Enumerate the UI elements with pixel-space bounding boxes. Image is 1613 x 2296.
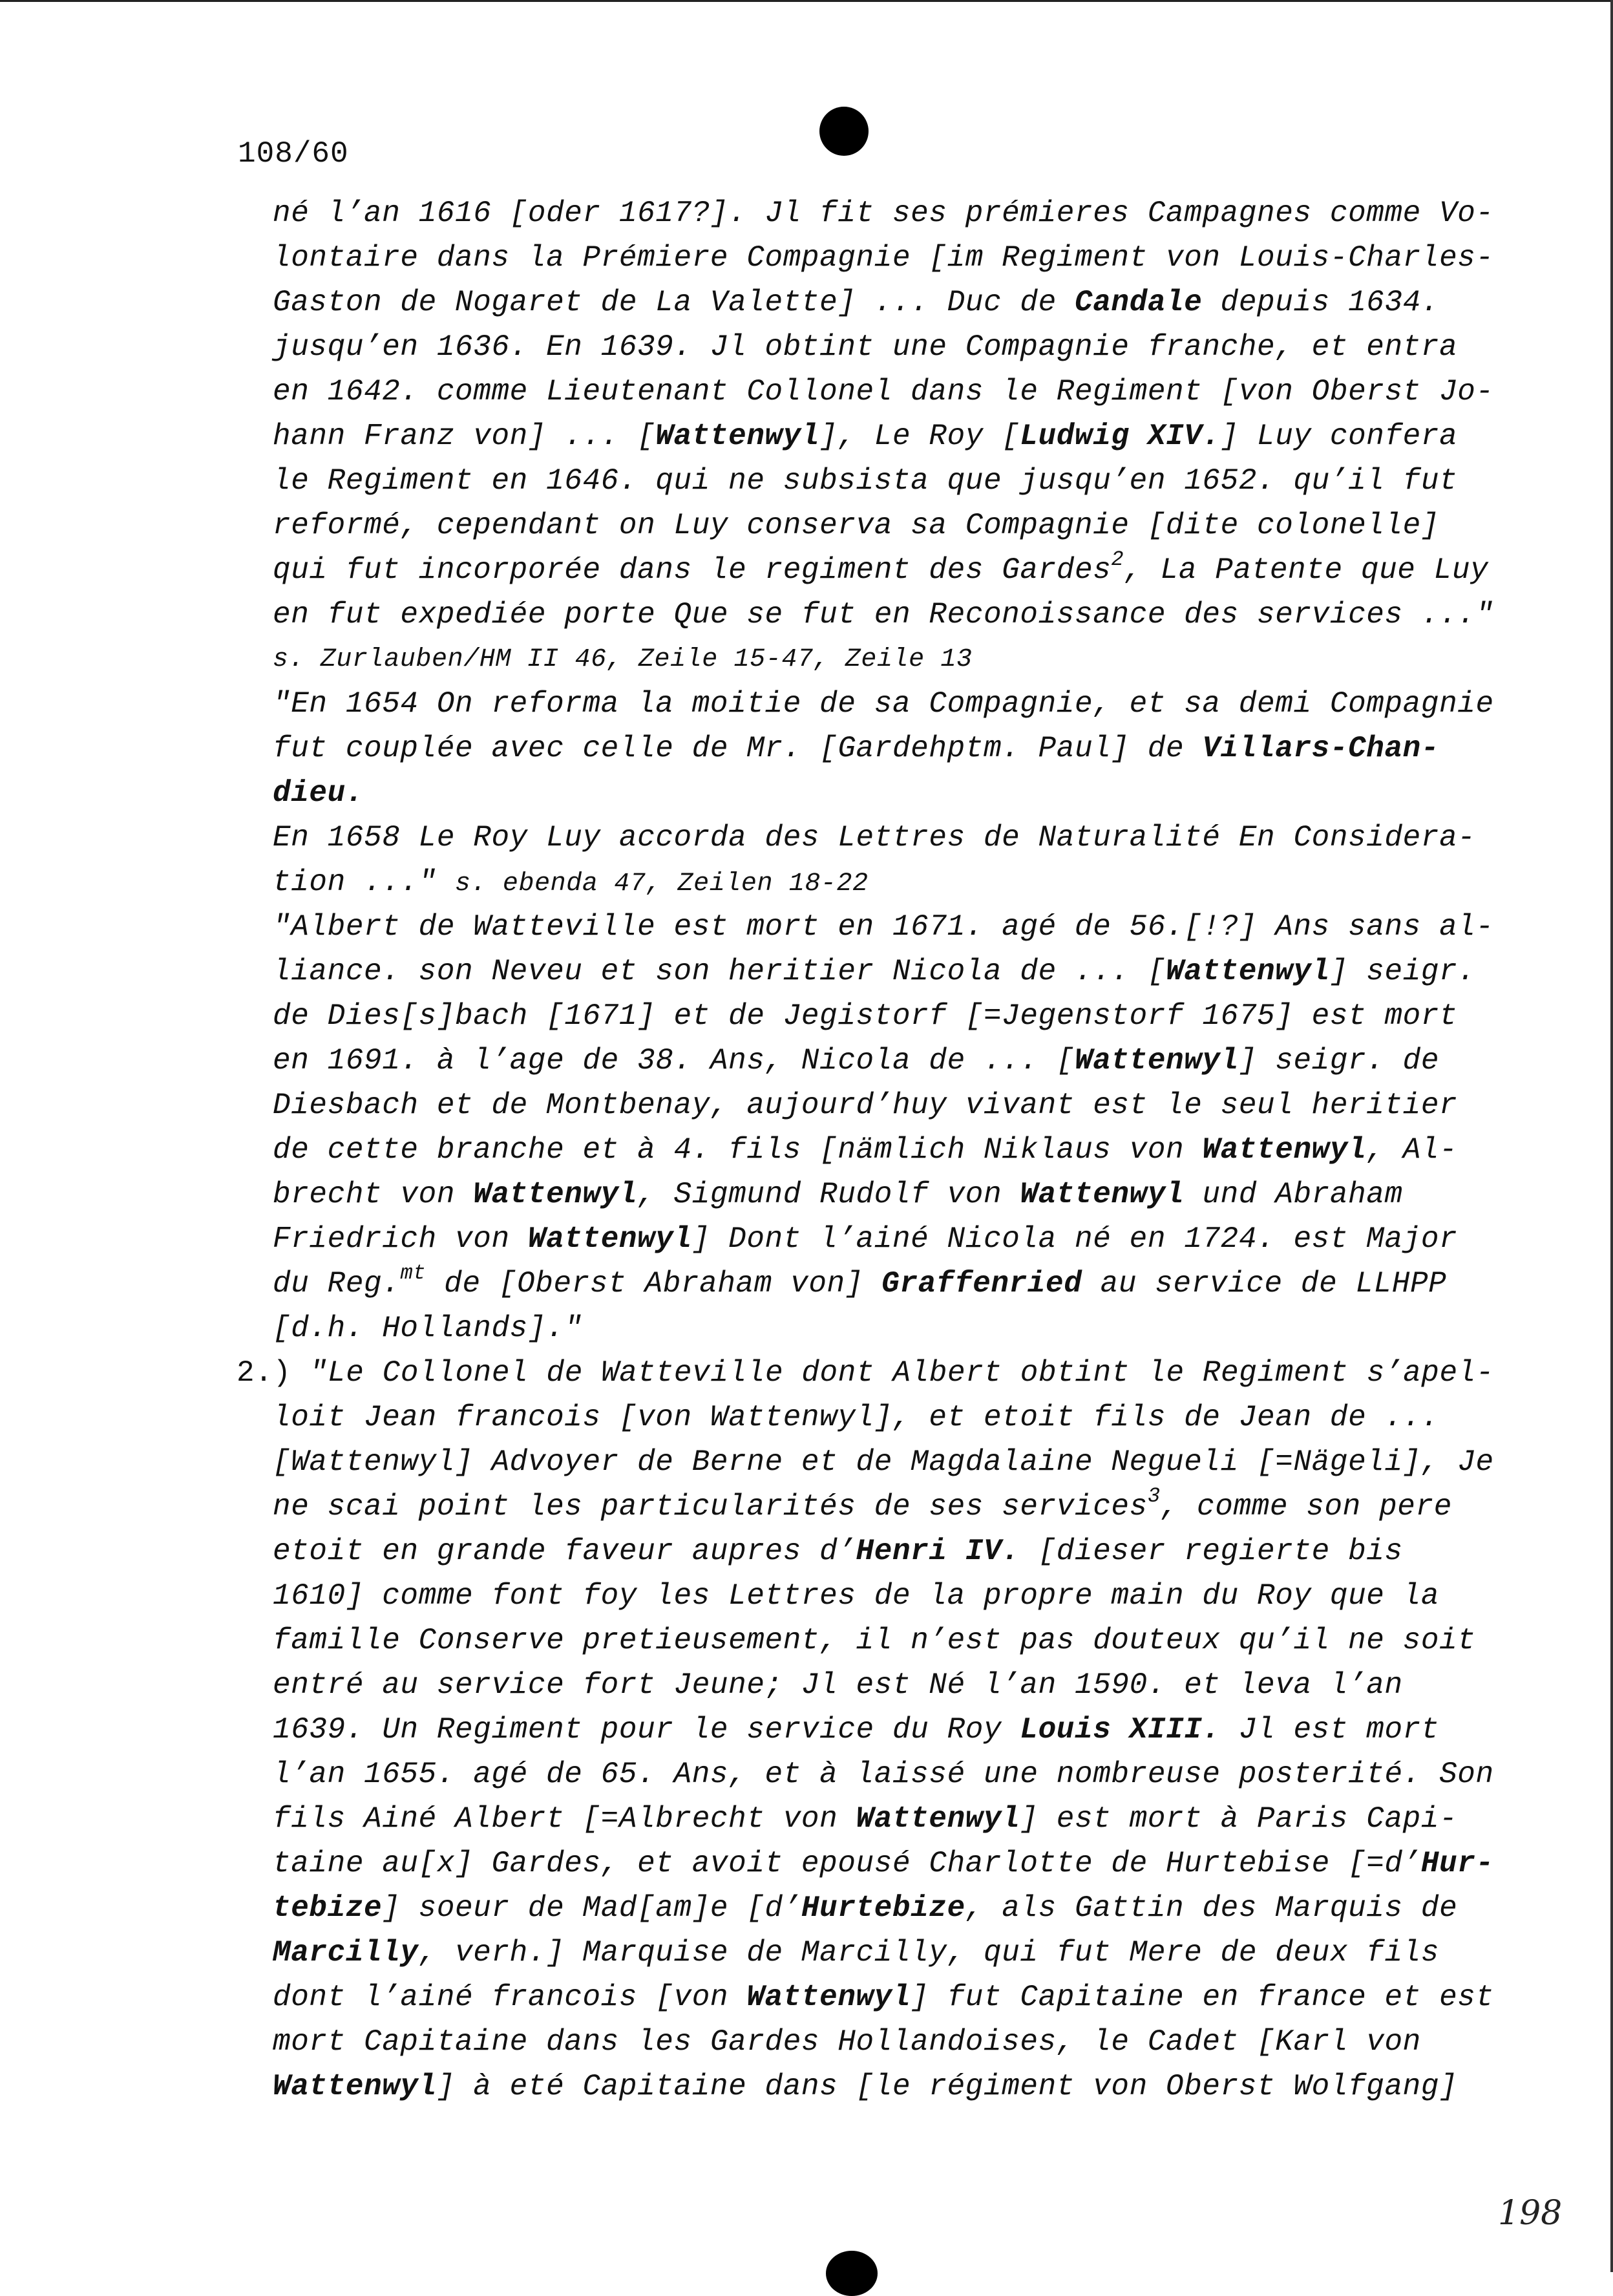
- text-line: tebize] soeur de Mad[am]e [d’Hurtebize, als Gattin des Marquis de: [273, 1891, 1458, 1925]
- superscript: mt: [400, 1261, 427, 1285]
- text-line: "En 1654 On reforma la moitie de sa Compagnie, et sa demi Compagnie: [273, 687, 1494, 721]
- bold-name: Wattenwyl: [473, 1178, 638, 1211]
- text-line: qui fut incorporée dans le regiment des Gardes$^2$, La Patente que Luy: [273, 547, 1489, 587]
- punch-hole-top: [819, 107, 869, 156]
- text-line: hann Franz von] ... [Wattenwyl], Le Roy [Ludwig XIV.] Luy confera: [273, 420, 1458, 453]
- citation: s. ebenda 47, Zeilen 18-22: [455, 869, 869, 898]
- transcription-text: [237, 191, 1591, 2109]
- text-line: famille Conserve pretieusement, il n’est pas douteux qu’il ne soit: [273, 1624, 1476, 1657]
- text-line: né l’an 1616 [oder 1617?]. Jl fit ses prémieres Campagnes comme Vo-: [273, 197, 1494, 230]
- text-line: etoit en grande faveur aupres d’Henri IV. [dieser regierte bis: [273, 1535, 1403, 1568]
- list-number: 2.): [237, 1356, 291, 1390]
- footnote-mark: 2: [1111, 547, 1124, 571]
- text-line: jusqu’en 1636. En 1639. Jl obtint une Compagnie franche, et entra: [273, 330, 1458, 364]
- text-line: loit Jean francois [von Wattenwyl], et etoit fils de Jean de ...: [273, 1401, 1440, 1434]
- text-line: fut couplée avec celle de Mr. [Gardehptm. Paul] de Villars-Chan-: [273, 732, 1440, 765]
- punch-hole-bottom: [826, 2251, 878, 2296]
- bold-name: Louis XIII.: [1020, 1713, 1221, 1747]
- bold-name: Wattenwyl: [746, 1981, 911, 2014]
- citation-line: s. Zurlauben/HM II 46, Zeile 15-47, Zeile 13: [273, 645, 973, 674]
- bold-name: Ludwig XIV.: [1020, 420, 1221, 453]
- bold-name: Henri IV.: [856, 1535, 1020, 1568]
- bold-name: Marcilly: [273, 1936, 419, 1970]
- bold-name: Wattenwyl: [1202, 1133, 1367, 1167]
- handwritten-archive-number: 198: [1498, 2194, 1563, 2233]
- bold-name: dieu.: [273, 776, 364, 810]
- bold-name: tebize: [273, 1891, 383, 1925]
- text-line: en fut expediée porte Que se fut en Reconoissance des services ...": [273, 598, 1494, 632]
- text-line: "Albert de Watteville est mort en 1671. agé de 56.[!?] Ans sans al-: [273, 910, 1494, 944]
- text-line: mort Capitaine dans les Gardes Hollandoises, le Cadet [Karl von: [273, 2025, 1421, 2059]
- text-line: Diesbach et de Montbenay, aujourd’huy vivant est le seul heritier: [273, 1089, 1458, 1122]
- text-line: [Wattenwyl] Advoyer de Berne et de Magdalaine Negueli [=Nägeli], Je: [273, 1445, 1494, 1479]
- text-line: reformé, cependant on Luy conserva sa Compagnie [dite colonelle]: [273, 509, 1440, 542]
- bold-name: Wattenwyl: [1020, 1178, 1185, 1211]
- bold-name: Wattenwyl: [1166, 955, 1330, 988]
- text-line: lontaire dans la Prémiere Compagnie [im Regiment von Louis-Charles-: [273, 241, 1494, 275]
- page-header-number: 108/60: [238, 137, 349, 171]
- text-line: 1639. Un Regiment pour le service du Roy Louis XIII. Jl est mort: [273, 1713, 1440, 1747]
- text-line: de cette branche et à 4. fils [nämlich Niklaus von Wattenwyl, Al-: [273, 1133, 1458, 1167]
- text-line: de Dies[s]bach [1671] et de Jegistorf [=Jegenstorf 1675] est mort: [273, 999, 1458, 1033]
- text-line: Friedrich von Wattenwyl] Dont l’ainé Nicola né en 1724. est Major: [273, 1222, 1458, 1256]
- text-line: 1610] comme font foy les Lettres de la propre main du Roy que la: [273, 1579, 1440, 1613]
- bold-name: Graffenried: [881, 1267, 1082, 1301]
- text-line: le Regiment en 1646. qui ne subsista que jusqu’en 1652. qu’il fut: [273, 464, 1458, 498]
- bold-name: Hurtebize: [801, 1891, 965, 1925]
- text-line: [273, 771, 1591, 816]
- text-line: dont l’ainé francois [von Wattenwyl] fut Capitaine en france et est: [273, 1981, 1494, 2014]
- bold-name: Wattenwyl: [856, 1802, 1020, 1836]
- bold-name: Wattenwyl: [1075, 1044, 1239, 1078]
- page-top-edge: [0, 0, 1613, 2]
- text-line: En 1658 Le Roy Luy accorda des Lettres de Naturalité En Considera-: [273, 821, 1476, 855]
- bold-name: Villars-Chan-: [1202, 732, 1440, 765]
- text-line: en 1642. comme Lieutenant Collonel dans le Regiment [von Oberst Jo-: [273, 375, 1494, 409]
- page-right-edge: [1610, 0, 1613, 2272]
- text-line: Marcilly, verh.] Marquise de Marcilly, qui fut Mere de deux fils: [273, 1936, 1440, 1970]
- text-line: ne scai point les particularités de ses services$^3$, comme son pere: [273, 1484, 1452, 1524]
- text-line: en 1691. à l’age de 38. Ans, Nicola de ... [Wattenwyl] seigr. de: [273, 1044, 1440, 1078]
- text-line: fils Ainé Albert [=Albrecht von Wattenwyl] est mort à Paris Capi-: [273, 1802, 1458, 1836]
- text-line: taine au[x] Gardes, et avoit epousé Charlotte de Hurtebise [=d’Hur-: [273, 1847, 1494, 1880]
- bold-name: Hur-: [1420, 1847, 1494, 1880]
- text-line: Wattenwyl] à eté Capitaine dans [le régiment von Oberst Wolfgang]: [273, 2070, 1458, 2103]
- bold-name: Wattenwyl: [527, 1222, 692, 1256]
- bold-name: Candale: [1075, 286, 1203, 319]
- bold-name: Wattenwyl: [655, 420, 820, 453]
- text-line: du Reg.$^{mt}$ de [Oberst Abraham von] Graffenried au service de LLHPP: [273, 1261, 1447, 1301]
- text-line: entré au service fort Jeune; Jl est Né l’an 1590. et leva l’an: [273, 1668, 1403, 1702]
- text-line: 2.) "Le Collonel de Watteville dont Albert obtint le Regiment s’apel-: [237, 1356, 1495, 1390]
- text-line: Gaston de Nogaret de La Valette] ... Duc de Candale depuis 1634.: [273, 286, 1440, 319]
- bold-name: Wattenwyl: [273, 2070, 437, 2103]
- text-line: brecht von Wattenwyl, Sigmund Rudolf von Wattenwyl und Abraham: [273, 1178, 1403, 1211]
- footnote-mark: 3: [1147, 1484, 1161, 1508]
- text-line: tion ..." s. ebenda 47, Zeilen 18-22: [273, 866, 869, 899]
- text-line: l’an 1655. agé de 65. Ans, et à laissé une nombreuse posterité. Son: [273, 1758, 1494, 1791]
- text-line: [d.h. Hollands].": [273, 1312, 583, 1345]
- text-line: liance. son Neveu et son heritier Nicola de ... [Wattenwyl] seigr.: [273, 955, 1476, 988]
